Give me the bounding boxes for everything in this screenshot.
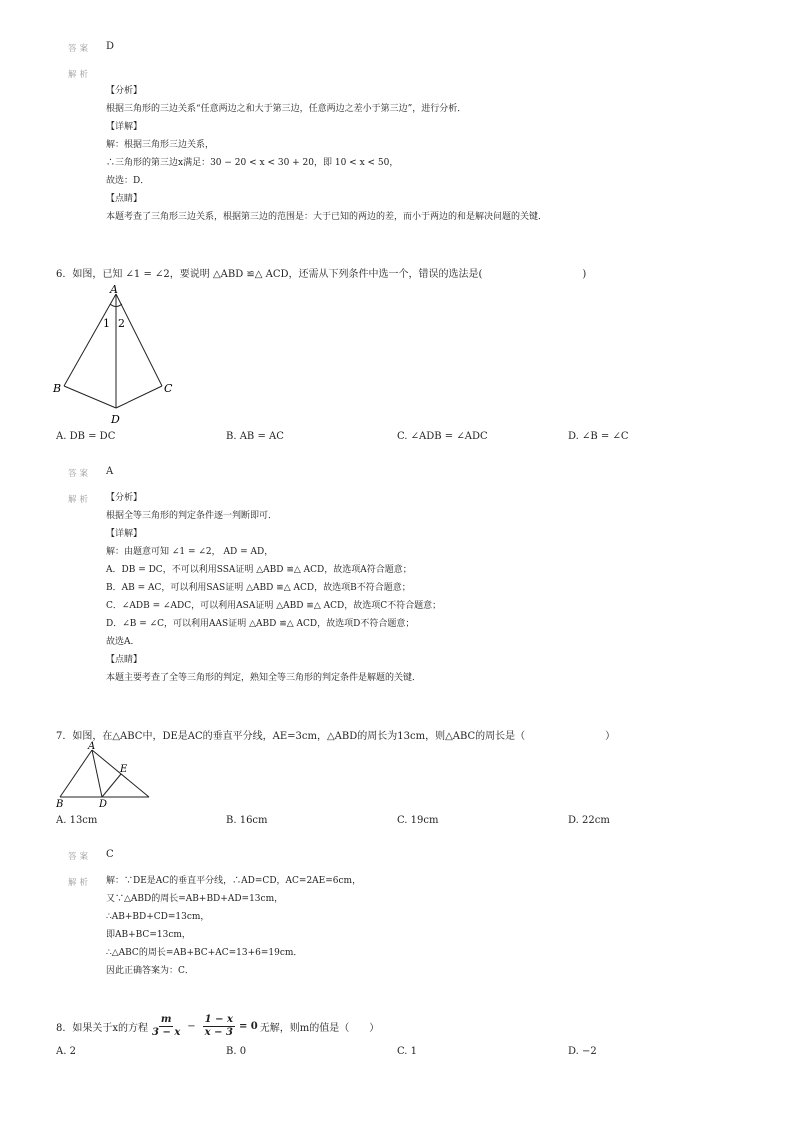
fraction-2-numerator: 1 − x [204, 1014, 233, 1025]
analysis-heading: 【分析】 [106, 86, 143, 96]
kite-figure [52, 282, 187, 428]
option-a: A. 2 [56, 1046, 76, 1057]
detail-text: B．AB = AC，可以利用SAS证明 △ABD ≌△ ACD，故选项B不符合题意； [106, 583, 411, 593]
fraction-2 [203, 1014, 235, 1039]
option-d: D. 22cm [568, 815, 610, 826]
minus-sign: − [187, 1021, 196, 1032]
detail-text: 解：由题意可知 ∠1 = ∠2， AD = AD， [106, 547, 274, 557]
answer-value: A [106, 466, 114, 477]
detail-heading: 【详解】 [106, 122, 143, 132]
label-d: D [111, 413, 120, 426]
question-stem [56, 1014, 379, 1039]
option-b: B. 0 [226, 1046, 247, 1057]
detail-text: 故选：D． [106, 176, 150, 186]
solution-text: 即AB+BC=13cm， [106, 930, 191, 940]
triangle-figure [54, 740, 154, 810]
label-c: C [164, 382, 173, 395]
detail-text: 解：根据三角形三边关系， [106, 140, 215, 150]
solution-text: ∴△ABC的周长=AB+BC+AC=13+6=19cm． [106, 948, 303, 958]
analysis-label: 解析 [68, 495, 92, 505]
comment-heading: 【点睛】 [106, 655, 143, 665]
analysis-label: 解析 [68, 70, 92, 80]
answer-value: C [106, 849, 114, 860]
fraction-2-denominator: x − 3 [204, 1027, 233, 1038]
segment-ac [116, 294, 162, 386]
analysis-label: 解析 [68, 878, 92, 888]
detail-text: ∴三角形的第三边x满足：30 − 20 < x < 30 + 20，即 10 < x < 50， [106, 158, 399, 168]
option-b: B. AB = AC [226, 431, 284, 442]
angle-2-label: 2 [118, 317, 125, 330]
angle-1-label: 1 [103, 317, 110, 330]
detail-text: C．∠ADB = ∠ADC，可以利用ASA证明 △ABD ≌△ ACD，故选项C不符合题意； [106, 601, 442, 611]
answer-label: 答案 [68, 44, 92, 54]
segment-bd [64, 386, 116, 408]
label-e: E [120, 764, 128, 775]
detail-text: D．∠B = ∠C，可以利用AAS证明 △ABD ≌△ ACD，故选项D不符合题意； [106, 619, 415, 629]
segment-de [102, 774, 121, 797]
segment-cd [116, 386, 162, 408]
solution-text: 因此正确答案为：C． [106, 966, 194, 976]
option-d: D. ∠B = ∠C [568, 431, 629, 442]
detail-text: A．DB = DC，不可以利用SSA证明 △ABD ≌△ ACD，故选项A符合题意； [106, 565, 412, 575]
fraction-1 [152, 1014, 180, 1039]
comment-heading: 【点睛】 [106, 194, 143, 204]
label-a: A [88, 741, 96, 752]
analysis-heading: 【分析】 [106, 493, 143, 503]
solution-text: 又∵△ABD的周长=AB+BD+AD=13cm， [106, 894, 284, 904]
label-a: A [110, 283, 118, 296]
segment-ab [64, 294, 116, 386]
answer-value: D [106, 41, 115, 52]
fraction-1-numerator: m [160, 1014, 172, 1025]
option-a: A. 13cm [56, 815, 98, 826]
fraction-1-denominator: 3 − x [152, 1027, 181, 1038]
solution-text: 解：∵DE是AC的垂直平分线，∴AD=CD，AC=2AE=6cm， [106, 876, 362, 886]
stem-prefix: 8．如果关于x的方程 [56, 1023, 149, 1034]
option-a: A. DB = DC [56, 431, 116, 442]
question-stem: 6．如图，已知 ∠1 = ∠2，要说明 △ABD ≌△ ACD，还需从下列条件中选一个，错误的选法是( ) [56, 269, 587, 280]
analysis-text: 根据三角形的三边关系“任意两边之和大于第三边，任意两边之差小于第三边”，进行分析． [106, 104, 467, 114]
option-c: C. 1 [397, 1046, 418, 1057]
solution-text: ∴AB+BD+CD=13cm， [106, 912, 210, 922]
label-d: D [99, 799, 108, 810]
option-c: C. ∠ADB = ∠ADC [397, 431, 488, 442]
equals-zero: = 0 [238, 1021, 258, 1032]
label-b: B [53, 382, 62, 395]
option-b: B. 16cm [226, 815, 268, 826]
detail-heading: 【详解】 [106, 529, 143, 539]
option-c: C. 19cm [397, 815, 439, 826]
detail-text: 故选A． [106, 637, 140, 647]
segment-ab [60, 750, 92, 797]
label-b: B [56, 799, 64, 810]
question-stem: 7．如图，在△ABC中，DE是AC的垂直平分线，AE=3cm，△ABD的周长为13cm，则△ABC的周长是（ ） [56, 731, 616, 742]
comment-text: 本题主要考查了全等三角形的判定，熟知全等三角形的判定条件是解题的关键． [106, 673, 422, 683]
answer-label: 答案 [68, 469, 92, 479]
stem-suffix: 无解，则m的值是（ ） [259, 1023, 380, 1034]
analysis-text: 根据全等三角形的判定条件逐一判断即可． [106, 511, 278, 521]
option-d: D. −2 [568, 1046, 597, 1057]
answer-label: 答案 [68, 852, 92, 862]
comment-text: 本题考查了三角形三边关系，根据第三边的范围是：大于已知的两边的差，而小于两边的和是解决问题的关键． [106, 212, 548, 222]
